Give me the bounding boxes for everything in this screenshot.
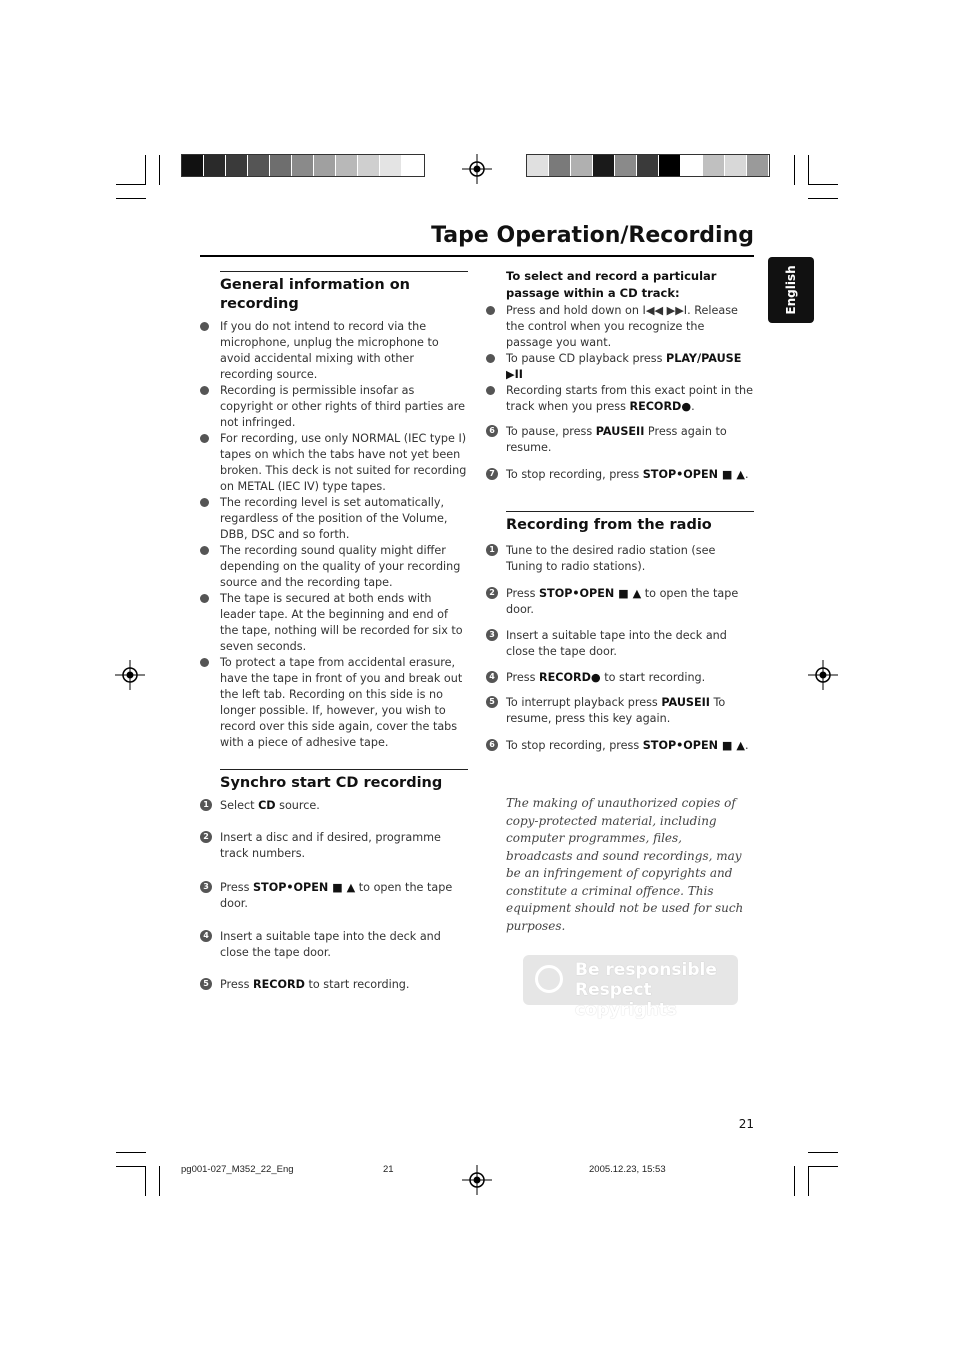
color-swatch [681, 155, 703, 176]
step-4: 4 Insert a suitable tape into the deck and close the tape door. [220, 929, 468, 961]
step-1: 1 Select CD source. [220, 798, 468, 814]
bullet-icon [200, 498, 209, 507]
color-swatch [314, 155, 336, 176]
step-number-icon: 2 [200, 831, 212, 843]
language-label: English [784, 265, 798, 315]
crop-mark [808, 155, 809, 185]
step-7: 7 To stop recording, press STOP•OPEN ■ ▲. [506, 467, 754, 483]
color-swatch [637, 155, 659, 176]
color-bar-left [181, 154, 425, 177]
color-swatch [380, 155, 402, 176]
language-tab [768, 257, 814, 323]
color-swatch [336, 155, 358, 176]
color-swatch [659, 155, 681, 176]
color-swatch [549, 155, 571, 176]
crop-mark [159, 155, 160, 185]
crop-mark [159, 1166, 160, 1196]
step-number-icon: 7 [486, 468, 498, 480]
step-6: 6 To stop recording, press STOP•OPEN ■ ▲. [506, 738, 754, 754]
footer-page: 21 [383, 1164, 394, 1175]
bullet-icon [200, 386, 209, 395]
color-swatch [615, 155, 637, 176]
crop-mark [808, 1166, 809, 1196]
crop-mark [145, 1166, 146, 1196]
color-swatch [226, 155, 248, 176]
radio-heading: Recording from the radio [506, 517, 712, 533]
color-swatch [593, 155, 615, 176]
registration-mark-icon [115, 660, 145, 690]
synchro-heading: Synchro start CD recording [220, 775, 443, 791]
footer-file: pg001-027_M352_22_Eng [181, 1164, 294, 1175]
badge-line-2: Respect copyrights [575, 980, 677, 1020]
step-3: 3 Press STOP•OPEN ■ ▲ to open the tape door. [220, 880, 468, 912]
bullet-icon [486, 306, 495, 315]
crop-mark [794, 155, 795, 185]
right-column [489, 268, 754, 754]
step-5: 5 Press RECORD to start recording. [220, 977, 468, 993]
copyright-note: The making of unauthorized copies of copy-protected material, including computer programmes, files, broadcasts and sound recordings, may be an infringement of copyrights and constitute a criminal offence. This equipment should not be used for such purposes. [506, 796, 744, 933]
color-swatch [358, 155, 380, 176]
bullet-icon [486, 386, 495, 395]
crop-mark [116, 198, 146, 199]
crop-mark [808, 1152, 838, 1153]
registration-mark-icon [808, 660, 838, 690]
section-rule [506, 511, 754, 512]
general-list [220, 319, 468, 751]
bullet-item: If you do not intend to record via the microphone, unplug the microphone to avoid accidental mixing with other recording source. [220, 319, 468, 383]
crop-mark [808, 198, 838, 199]
color-swatch [292, 155, 314, 176]
crop-mark [808, 184, 838, 185]
general-heading: General information on recording [220, 277, 410, 312]
bullet-item: The recording level is set automatically, regardless of the position of the Volume, DBB, DSC and so forth. [220, 495, 468, 543]
bullet-item: For recording, use only NORMAL (IEC type I) tapes on which the tabs have not yet been broken. This deck is not suited for recording on METAL (IEC IV) type tapes. [220, 431, 468, 495]
bullet-icon [200, 434, 209, 443]
step-1: 1 Tune to the desired radio station (see Tuning to radio stations). [506, 543, 754, 575]
step-2: 2 Insert a disc and if desired, programme track numbers. [220, 830, 468, 862]
step-4: 4 Press RECORD● to start recording. [506, 670, 754, 686]
crop-mark [116, 1152, 146, 1153]
step-number-icon: 4 [200, 930, 212, 942]
left-column [203, 271, 468, 993]
step-number-icon: 3 [200, 881, 212, 893]
bullet-item: Recording starts from this exact point in the track when you press RECORD●. [506, 383, 754, 415]
bullet-item: To pause CD playback press PLAY/PAUSE ▶II [506, 351, 754, 383]
crop-mark [794, 1166, 795, 1196]
step-number-icon: 3 [486, 629, 498, 641]
bullet-icon [200, 594, 209, 603]
step-number-icon: 1 [200, 799, 212, 811]
passage-heading: To select and record a particular passage within a CD track: [506, 269, 717, 300]
registration-mark-icon [462, 154, 492, 184]
color-bar-right [526, 154, 770, 177]
section-rule [220, 271, 468, 272]
crop-mark [116, 184, 146, 185]
color-swatch [402, 155, 424, 176]
step-number-icon: 6 [486, 739, 498, 751]
page-number: 21 [738, 1117, 754, 1131]
color-swatch [182, 155, 204, 176]
color-swatch [248, 155, 270, 176]
step-number-icon: 6 [486, 425, 498, 437]
crop-mark [808, 1166, 838, 1167]
registration-mark-icon [462, 1165, 492, 1195]
color-swatch [571, 155, 593, 176]
step-number-icon: 5 [200, 978, 212, 990]
color-swatch [747, 155, 769, 176]
color-swatch [527, 155, 549, 176]
badge-line-1: Be responsible [575, 960, 717, 980]
step-number-icon: 4 [486, 671, 498, 683]
bullet-item: Recording is permissible insofar as copyright or other rights of third parties are not infringed. [220, 383, 468, 431]
crop-mark [145, 155, 146, 185]
color-swatch [270, 155, 292, 176]
bullet-item: Press and hold down on I◀◀ ▶▶I. Release the control when you recognize the passage you want. [506, 303, 754, 351]
bullet-item: The tape is secured at both ends with leader tape. At the beginning and end of the tape, nothing will be recorded for six to seven seconds. [220, 591, 468, 655]
page-title: Tape Operation/Recording [431, 223, 754, 248]
crop-mark [116, 1166, 146, 1167]
step-5: 5 To interrupt playback press PAUSEII To resume, press this key again. [506, 695, 754, 727]
bullet-icon [200, 546, 209, 555]
step-2: 2 Press STOP•OPEN ■ ▲ to open the tape door. [506, 586, 754, 618]
step-3: 3 Insert a suitable tape into the deck and close the tape door. [506, 628, 754, 660]
bullet-icon [200, 658, 209, 667]
color-swatch [725, 155, 747, 176]
color-swatch [703, 155, 725, 176]
section-rule [220, 769, 468, 770]
bullet-icon [200, 322, 209, 331]
step-number-icon: 5 [486, 696, 498, 708]
footer-date: 2005.12.23, 15:53 [589, 1164, 666, 1175]
bullet-item: The recording sound quality might differ depending on the quality of your recording source and the recording tape. [220, 543, 468, 591]
smile-icon [535, 965, 563, 993]
step-number-icon: 2 [486, 587, 498, 599]
copyright-badge [523, 955, 738, 1020]
step-6: 6 To pause, press PAUSEII Press again to resume. [506, 424, 754, 456]
title-rule [200, 255, 754, 257]
bullet-icon [486, 354, 495, 363]
color-swatch [204, 155, 226, 176]
bullet-item: To protect a tape from accidental erasure, have the tape in front of you and break out the left tab. Recording on this side is no longer possible. If, however, you wish to record over this side again, cover the tabs with a piece of adhesive tape. [220, 655, 468, 751]
step-number-icon: 1 [486, 544, 498, 556]
